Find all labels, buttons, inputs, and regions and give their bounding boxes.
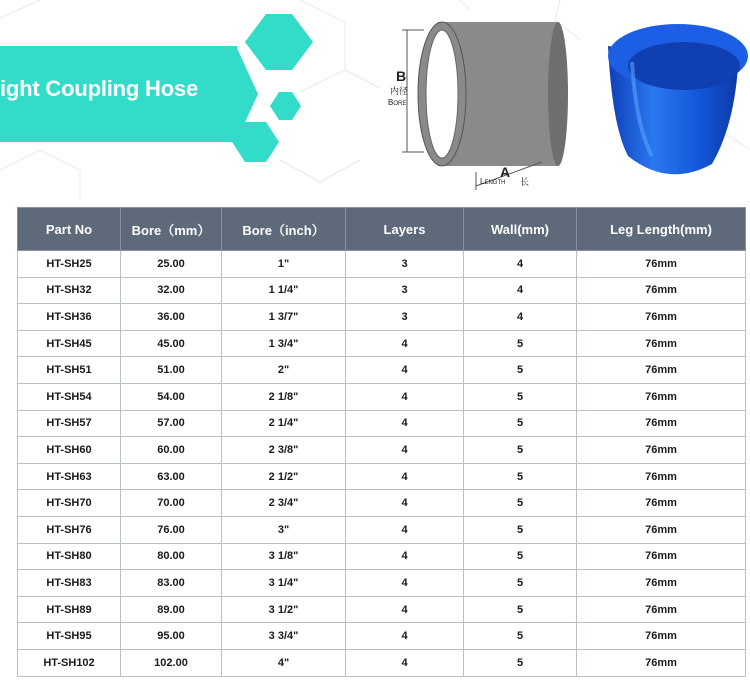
cell-bore-mm: 83.00 (121, 570, 222, 597)
table-row (18, 463, 746, 490)
cell-bore-inch: 3 1/4" (222, 570, 346, 597)
cell-wall: 5 (464, 490, 577, 517)
cell-leg-length: 76mm (577, 410, 746, 437)
length-english-label: Length (480, 177, 506, 186)
cell-wall: 5 (464, 570, 577, 597)
cell-wall: 5 (464, 623, 577, 650)
cell-bore-inch: 2" (222, 357, 346, 384)
cell-leg-length: 76mm (577, 570, 746, 597)
cell-bore-inch: 2 3/8" (222, 437, 346, 464)
cell-bore-mm: 80.00 (121, 543, 222, 570)
cell-bore-inch: 3 3/4" (222, 623, 346, 650)
table-row (18, 623, 746, 650)
hexagon-medium-icon (232, 122, 279, 162)
cell-bore-mm: 32.00 (121, 277, 222, 304)
cell-wall: 5 (464, 543, 577, 570)
cell-layers: 4 (346, 570, 464, 597)
hexagon-large-icon (245, 14, 313, 70)
cell-bore-mm: 70.00 (121, 490, 222, 517)
table-row (18, 437, 746, 464)
table-row (18, 383, 746, 410)
banner-title: ight Coupling Hose (0, 76, 199, 101)
cell-bore-mm: 51.00 (121, 357, 222, 384)
cell-layers: 3 (346, 251, 464, 278)
cell-layers: 4 (346, 357, 464, 384)
table-row (18, 490, 746, 517)
spec-table-body (18, 251, 746, 677)
table-row (18, 649, 746, 676)
cell-bore-inch: 2 3/4" (222, 490, 346, 517)
cell-layers: 4 (346, 383, 464, 410)
table-row (18, 516, 746, 543)
length-letter: A (500, 164, 511, 180)
cell-bore-mm: 89.00 (121, 596, 222, 623)
cell-part-no: HT-SH95 (18, 623, 121, 650)
cell-bore-mm: 76.00 (121, 516, 222, 543)
cell-wall: 5 (464, 649, 577, 676)
cell-wall: 5 (464, 357, 577, 384)
cell-bore-inch: 2 1/4" (222, 410, 346, 437)
cell-bore-mm: 102.00 (121, 649, 222, 676)
cell-leg-length: 76mm (577, 277, 746, 304)
cell-part-no: HT-SH80 (18, 543, 121, 570)
table-row (18, 304, 746, 331)
header-leg-length: Leg Length(mm) (577, 208, 746, 251)
cell-wall: 5 (464, 463, 577, 490)
cell-leg-length: 76mm (577, 543, 746, 570)
cell-leg-length: 76mm (577, 596, 746, 623)
table-row (18, 543, 746, 570)
cell-part-no: HT-SH25 (18, 251, 121, 278)
cell-bore-mm: 57.00 (121, 410, 222, 437)
cell-leg-length: 76mm (577, 383, 746, 410)
cell-part-no: HT-SH32 (18, 277, 121, 304)
cell-part-no: HT-SH60 (18, 437, 121, 464)
cell-layers: 4 (346, 330, 464, 357)
cell-wall: 5 (464, 596, 577, 623)
cell-bore-mm: 63.00 (121, 463, 222, 490)
cell-layers: 4 (346, 463, 464, 490)
cell-layers: 4 (346, 596, 464, 623)
cell-leg-length: 76mm (577, 649, 746, 676)
table-row (18, 251, 746, 278)
cell-wall: 5 (464, 516, 577, 543)
cell-leg-length: 76mm (577, 251, 746, 278)
table-row (18, 570, 746, 597)
bore-english-label: Bore (388, 98, 407, 107)
cell-part-no: HT-SH83 (18, 570, 121, 597)
cell-wall: 5 (464, 383, 577, 410)
cell-layers: 4 (346, 516, 464, 543)
blue-hose-photo (588, 6, 750, 186)
cell-leg-length: 76mm (577, 463, 746, 490)
table-row (18, 330, 746, 357)
bore-chinese-label: 内径 (390, 86, 409, 96)
cell-part-no: HT-SH51 (18, 357, 121, 384)
cell-bore-inch: 4" (222, 649, 346, 676)
cell-layers: 4 (346, 410, 464, 437)
header-layers: Layers (346, 208, 464, 251)
decorative-hexagons (0, 0, 380, 200)
cell-layers: 3 (346, 277, 464, 304)
cell-bore-inch: 1 3/4" (222, 330, 346, 357)
cell-bore-mm: 45.00 (121, 330, 222, 357)
cell-leg-length: 76mm (577, 304, 746, 331)
cell-wall: 4 (464, 277, 577, 304)
header-bore-mm: Bore（mm） (121, 208, 222, 251)
cell-part-no: HT-SH70 (18, 490, 121, 517)
cell-leg-length: 76mm (577, 516, 746, 543)
cell-part-no: HT-SH89 (18, 596, 121, 623)
cell-bore-mm: 60.00 (121, 437, 222, 464)
cell-leg-length: 76mm (577, 623, 746, 650)
hose-outline-drawing (380, 12, 580, 192)
cell-bore-mm: 54.00 (121, 383, 222, 410)
cell-wall: 4 (464, 251, 577, 278)
cell-wall: 5 (464, 330, 577, 357)
cell-bore-inch: 3 1/8" (222, 543, 346, 570)
bore-letter: B (396, 68, 407, 84)
cell-part-no: HT-SH76 (18, 516, 121, 543)
header-bore-inch: Bore（inch） (222, 208, 346, 251)
cell-bore-inch: 1 3/7" (222, 304, 346, 331)
header-part-no: Part No (18, 208, 121, 251)
cell-wall: 4 (464, 304, 577, 331)
table-row (18, 596, 746, 623)
spec-table (17, 207, 746, 677)
table-row (18, 410, 746, 437)
hexagon-small-icon (270, 92, 301, 120)
cell-layers: 3 (346, 304, 464, 331)
cell-part-no: HT-SH63 (18, 463, 121, 490)
length-chinese-label: 长 (520, 177, 530, 187)
cell-wall: 5 (464, 410, 577, 437)
cell-layers: 4 (346, 437, 464, 464)
cell-bore-inch: 3 1/2" (222, 596, 346, 623)
cell-layers: 4 (346, 543, 464, 570)
cell-bore-inch: 1" (222, 251, 346, 278)
cell-bore-mm: 95.00 (121, 623, 222, 650)
cell-leg-length: 76mm (577, 330, 746, 357)
cell-leg-length: 76mm (577, 490, 746, 517)
cell-bore-mm: 25.00 (121, 251, 222, 278)
cell-layers: 4 (346, 649, 464, 676)
table-row (18, 277, 746, 304)
cell-leg-length: 76mm (577, 357, 746, 384)
cell-part-no: HT-SH57 (18, 410, 121, 437)
cell-layers: 4 (346, 490, 464, 517)
table-header-row (18, 208, 746, 251)
cell-bore-mm: 36.00 (121, 304, 222, 331)
cell-bore-inch: 3" (222, 516, 346, 543)
cell-part-no: HT-SH36 (18, 304, 121, 331)
table-row (18, 357, 746, 384)
cell-part-no: HT-SH45 (18, 330, 121, 357)
cell-part-no: HT-SH102 (18, 649, 121, 676)
header-wall: Wall(mm) (464, 208, 577, 251)
cell-bore-inch: 1 1/4" (222, 277, 346, 304)
cell-leg-length: 76mm (577, 437, 746, 464)
cell-layers: 4 (346, 623, 464, 650)
cell-bore-inch: 2 1/8" (222, 383, 346, 410)
cell-wall: 5 (464, 437, 577, 464)
cell-part-no: HT-SH54 (18, 383, 121, 410)
cell-bore-inch: 2 1/2" (222, 463, 346, 490)
